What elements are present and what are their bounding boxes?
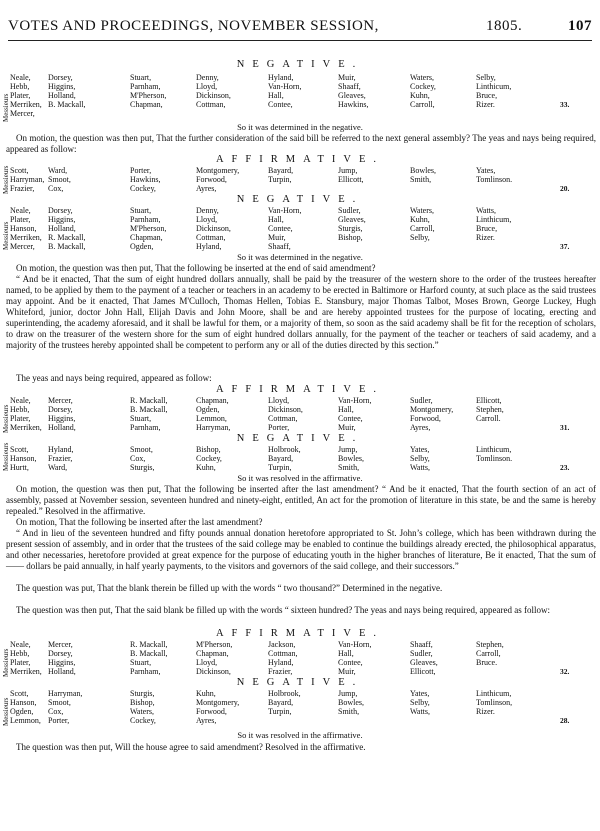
member-name: Hyland, [268,658,294,667]
member-name: Contee, [338,658,363,667]
question-paragraph: The question was put, That the blank therein be filled up with the words “ two thousand?” Determined in the negative. [16,583,443,593]
member-name: Higgins, [48,658,76,667]
negative-heading: NEGATIVE. [236,59,364,70]
member-name: Cockey, [196,454,222,463]
member-name: Jump, [338,689,358,698]
member-name: Holland, [48,224,76,233]
vote-row [0,405,600,414]
member-name: Kuhn, [196,463,216,472]
member-prefix-name: Harryman, [10,175,45,184]
member-prefix-name: Hebb, [10,82,30,91]
member-name: Gleaves, [410,658,438,667]
member-name: Muir, [268,233,286,242]
messieurs-label: Messieurs [2,648,10,677]
vote-row [0,184,600,193]
member-prefix-name: Scott, [10,689,29,698]
member-name: Forwood, [410,414,441,423]
member-name: Ellicott, [410,667,436,676]
member-name: Sturgis, [130,463,155,472]
member-name: Hall, [268,91,284,100]
yeas-nays-paragraph: The yeas and nays being required, appeared as follow: [16,373,212,383]
member-name: Sudler, [410,396,433,405]
member-name: Carroll, [410,224,435,233]
member-name: Bishop, [338,233,363,242]
page-number: 107 [568,18,592,34]
vote-row [0,649,600,658]
member-name: Lloyd, [196,215,218,224]
member-name: Ayres, [196,184,217,193]
vote-row [0,454,600,463]
vote-row [0,698,600,707]
vote-row [0,109,600,118]
member-name: Cox, [130,454,146,463]
member-name: Montgomery, [410,405,454,414]
negative-heading: NEGATIVE. [236,194,364,205]
vote-row [0,73,600,82]
member-name: B. Mackall, [130,649,168,658]
member-prefix-name: Plater, [10,215,31,224]
negative-heading: NEGATIVE. [236,433,364,444]
messieurs-label: Messieurs [2,697,10,726]
question-paragraph: The question was then put, Will the house agree to said amendment? Resolved in the affirmative. [16,742,366,752]
member-name: Watts, [410,707,431,716]
member-name: Van-Horn, [338,640,372,649]
member-name: Dickinson, [196,667,231,676]
member-name: Sudler, [338,206,361,215]
member-name: Yates, [410,445,430,454]
member-name: Linthicum, [476,215,512,224]
member-name: Bowles, [410,166,436,175]
vote-result: So it was determined in the negative. [237,252,363,262]
messieurs-label: Messieurs [2,404,10,433]
messieurs-label: Messieurs [2,93,10,122]
member-prefix-name: Hanson, [10,454,37,463]
member-name: Turpin, [268,463,292,472]
affirmative-heading: AFFIRMATIVE. [215,154,385,165]
member-name: Waters, [410,206,435,215]
member-name: Jump, [338,166,358,175]
member-name: Bowles, [338,698,364,707]
vote-row [0,91,600,100]
member-name: Harryman, [48,689,83,698]
member-name: Dorsey, [48,649,73,658]
vote-row [0,640,600,649]
vote-total: 23. [560,463,570,472]
member-name: Cottman, [268,649,298,658]
vote-row [0,100,600,109]
member-name: Shaaff, [268,242,291,251]
member-name: Carroll, [410,100,435,109]
member-name: Cox, [48,707,64,716]
member-name: Waters, [130,707,155,716]
member-name: Tomlinson, [476,698,513,707]
member-name: Van-Horn, [268,206,302,215]
member-name: Stuart, [130,658,152,667]
member-prefix-name: Scott, [10,166,29,175]
member-name: Hyland, [48,445,74,454]
member-name: Van-Horn, [268,82,302,91]
vote-total: 37. [560,242,570,251]
vote-total: 20. [560,184,570,193]
member-name: Denny, [196,206,219,215]
member-name: Cox, [48,184,64,193]
member-name: Smoot, [48,698,71,707]
member-name: Frazier, [268,667,293,676]
member-prefix-name: Ogden, [10,707,34,716]
member-prefix-name: Hanson, [10,698,37,707]
member-name: Dickinson, [268,405,303,414]
member-name: Parnham, [130,667,161,676]
member-name: Hall, [268,215,284,224]
member-prefix-name: Hebb, [10,405,30,414]
vote-row [0,166,600,175]
member-name: Bruce. [476,658,498,667]
member-name: Linthicum, [476,689,512,698]
member-name: Harryman, [196,423,231,432]
member-name: M'Pherson, [130,224,167,233]
member-prefix-name: Neale, [10,396,31,405]
member-name: Denny, [196,73,219,82]
member-name: M'Pherson, [130,91,167,100]
member-name: Higgins, [48,414,76,423]
member-name: Muir, [338,423,356,432]
member-name: Frazier, [48,454,73,463]
member-prefix-name: Mercer, [10,242,35,251]
member-prefix-name: Plater, [10,414,31,423]
affirmative-heading: AFFIRMATIVE. [215,628,385,639]
member-name: Hall, [338,405,354,414]
member-name: Lloyd, [268,396,290,405]
member-name: Cottman, [268,414,298,423]
member-name: Smith, [338,707,360,716]
member-name: Van-Horn, [338,396,372,405]
vote-total: 31. [560,423,570,432]
member-name: Shaaff, [410,640,433,649]
member-name: Contee, [268,224,293,233]
member-name: Chapman, [130,233,163,242]
member-name: Ellicott, [338,175,364,184]
vote-result: So it was resolved in the affirmative. [237,473,363,483]
vote-result: So it was resolved in the affirmative. [237,730,363,740]
member-name: Yates, [410,689,430,698]
member-name: Montgomery, [196,166,240,175]
member-name: Dorsey, [48,206,73,215]
member-name: Rizer. [476,233,495,242]
member-prefix-name: Merriken, [10,100,42,109]
member-name: Cottman, [196,100,226,109]
member-name: Parnham, [130,82,161,91]
member-prefix-name: Hurtt, [10,463,29,472]
member-name: Selby, [410,233,430,242]
member-name: Bayard, [268,454,294,463]
member-name: R. Mackall, [130,640,168,649]
member-prefix-name: Mercer, [10,109,35,118]
member-name: R. Mackall, [48,233,86,242]
member-name: Cockey, [130,184,156,193]
motion-paragraph: On motion, the question was then put, That the further consideration of the said bill be referred to the next general assembly? The yeas and nays being required, appeared as follow: [6,133,596,154]
member-prefix-name: Scott, [10,445,29,454]
member-name: Hawkins, [130,175,161,184]
member-name: Forwood, [196,175,227,184]
vote-row [0,689,600,698]
member-name: Montgomery, [196,698,240,707]
member-prefix-name: Merriken, [10,423,42,432]
member-prefix-name: Hanson, [10,224,37,233]
member-name: Linthicum, [476,445,512,454]
member-name: Waters, [410,73,435,82]
member-name: Cockey, [130,716,156,725]
member-name: Contee, [268,100,293,109]
vote-row [0,396,600,405]
vote-row [0,414,600,423]
member-prefix-name: Plater, [10,658,31,667]
member-name: Carroll. [476,414,501,423]
member-name: Holland, [48,423,76,432]
motion-paragraph: On motion, the question was then put, That the following be inserted after the last amendment? “ And be it enacted, That the fourth section of an act of assembly, passed at November session, seventeen hundred and ninety-eight, entitled, An act for the promotion of literature in this state, be and the same is hereby repealed.” Resolved in the affirmative. [6,484,596,516]
member-name: Higgins, [48,215,76,224]
member-name: Linthicum, [476,82,512,91]
member-name: Ogden, [130,242,154,251]
member-name: Smoot, [48,175,71,184]
member-name: R. Mackall, [130,396,168,405]
member-name: Smith, [410,175,432,184]
member-name: Dorsey, [48,73,73,82]
member-name: Turpin, [268,175,292,184]
member-prefix-name: Lemmon, [10,716,41,725]
member-name: Stephen, [476,405,504,414]
member-name: Porter, [268,423,290,432]
member-name: Sturgis, [338,224,363,233]
member-name: Hawkins, [338,100,369,109]
member-name: Forwood, [196,707,227,716]
member-name: Ayres, [410,423,431,432]
vote-row [0,707,600,716]
member-name: Hall, [338,649,354,658]
motion-paragraph: On motion, the question was then put, That the following be inserted at the end of said amendment? [16,263,376,273]
member-name: Dickinson, [196,224,231,233]
member-name: Turpin, [268,707,292,716]
member-name: Jump, [338,445,358,454]
member-name: Lloyd, [196,658,218,667]
vote-row [0,215,600,224]
vote-row [0,658,600,667]
affirmative-heading: AFFIRMATIVE. [215,384,385,395]
member-name: Watts, [410,463,431,472]
member-name: Parnham, [130,215,161,224]
vote-row [0,423,600,432]
member-name: Gleaves, [338,215,366,224]
member-name: Dickinson, [196,91,231,100]
member-name: Lloyd, [196,82,218,91]
member-name: Stuart, [130,206,152,215]
member-name: Mercer, [48,396,73,405]
member-name: B. Mackall, [130,405,168,414]
vote-row [0,206,600,215]
member-name: Holland, [48,667,76,676]
vote-row [0,233,600,242]
member-name: Contee, [338,414,363,423]
vote-row [0,463,600,472]
member-name: Chapman, [196,649,229,658]
member-name: Tomlinson. [476,175,513,184]
member-name: Ward, [48,463,68,472]
header-title: VOTES AND PROCEEDINGS, NOVEMBER SESSION, [8,18,379,34]
member-name: Bowles, [338,454,364,463]
member-name: Muir, [338,667,356,676]
member-name: Dorsey, [48,405,73,414]
messieurs-label: Messieurs [2,165,10,194]
member-name: Watts, [476,206,497,215]
negative-heading: NEGATIVE. [236,677,364,688]
vote-total: 32. [560,667,570,676]
member-name: Tomlinson. [476,454,513,463]
member-name: Ward, [48,166,68,175]
member-name: Chapman, [196,396,229,405]
member-name: Holland, [48,91,76,100]
member-name: Kuhn, [410,215,430,224]
member-name: Mercer, [48,640,73,649]
enactment-paragraph: “ And be it enacted, That the sum of eight hundred dollars annually, shall be paid by the treasurer of the western shore to the order of the trustees hereafter named, to be applied by them to the payment of a teacher or teachers in an academy to be erected in Baltimore or Harford county, at such place as the said trustees may appoint. And be it enacted, That James M'Culloch, Thomas Hellen, Tobias E. Stansbury, major Thomas Talbot, Moses Brown, George Luckey, Hugh Whiteford, junior, doctor John Hall, Elijah Davis and John Moore, shall be and are hereby appointed trustees for the purpose of locating, erecting and superintending, the academy aforesaid, and it shall be lawful for them, or a majority of them, so soon as the said academy shall be fit for the reception of scholars, to draw on the treasurer of the western shore for the sum of eight hundred dollars annually, for the payment of the teacher or teachers of said academy, and a majority of the trustees hereby appointed shall be competent to perform any or all of the duties directed by this section.” [6,274,596,350]
vote-result: So it was determined in the negative. [237,122,363,132]
member-name: Bishop, [130,698,155,707]
member-name: Rizer. [476,100,495,109]
member-name: Lemmon, [196,414,227,423]
member-name: Bayard, [268,166,294,175]
motion-paragraph: On motion, That the following be inserted after the last amendment? [16,517,263,527]
vote-row [0,224,600,233]
member-name: Jackson, [268,640,296,649]
member-name: M'Pherson, [196,640,233,649]
member-name: Kuhn, [410,91,430,100]
member-name: Muir, [338,73,356,82]
member-name: Hyland, [268,73,294,82]
member-name: B. Mackall, [48,100,86,109]
vote-row [0,445,600,454]
member-name: Holbrook, [268,689,301,698]
member-name: Sturgis, [130,689,155,698]
member-prefix-name: Neale, [10,640,31,649]
member-name: Bruce, [476,224,498,233]
member-name: Shaaff, [338,82,361,91]
header-rule [8,40,592,41]
member-name: Bayard, [268,698,294,707]
member-name: Rizer. [476,707,495,716]
member-name: Stuart, [130,414,152,423]
member-prefix-name: Merriken, [10,667,42,676]
vote-row [0,667,600,676]
member-prefix-name: Neale, [10,73,31,82]
member-name: Selby, [476,73,496,82]
member-name: Kuhn, [196,689,216,698]
member-name: Sudler, [410,649,433,658]
member-prefix-name: Plater, [10,91,31,100]
member-name: Holbrook, [268,445,301,454]
question-paragraph: The question was then put, That the said blank be filled up with the words “ sixteen hundred? The yeas and nays being required, appeared as follow: [16,605,551,615]
page-header [8,18,592,38]
member-prefix-name: Hebb, [10,649,30,658]
member-name: Ellicott, [476,396,502,405]
messieurs-label: Messieurs [2,221,10,250]
vote-total: 33. [560,100,570,109]
vote-row [0,175,600,184]
member-prefix-name: Merriken, [10,233,42,242]
member-prefix-name: Frazier, [10,184,35,193]
member-name: B. Mackall, [48,242,86,251]
member-prefix-name: Neale, [10,206,31,215]
vote-row [0,82,600,91]
member-name: Ayres, [196,716,217,725]
member-name: Porter, [130,166,152,175]
member-name: Smith, [338,463,360,472]
member-name: Selby, [410,454,430,463]
member-name: Carroll, [476,649,501,658]
member-name: Stuart, [130,73,152,82]
member-name: Gleaves, [338,91,366,100]
member-name: Yates, [476,166,496,175]
header-year: 1805. [486,18,523,34]
member-name: Cockey, [410,82,436,91]
member-name: Smoot, [130,445,153,454]
member-name: Selby, [410,698,430,707]
member-name: Porter, [48,716,70,725]
member-name: Ogden, [196,405,220,414]
member-name: Parnham, [130,423,161,432]
member-name: Bishop, [196,445,221,454]
member-name: Higgins, [48,82,76,91]
vote-total: 28. [560,716,570,725]
member-name: Bruce, [476,91,498,100]
messieurs-label: Messieurs [2,442,10,471]
member-name: Chapman, [130,100,163,109]
vote-row [0,242,600,251]
member-name: Hyland, [196,242,222,251]
vote-row [0,716,600,725]
enactment-paragraph: “ And in lieu of the seventeen hundred and fifty pounds annual donation heretofore appropriated to St. John’s college, which has been withdrawn during the present session of assembly, and in order that the trustees of the said college may be enabled to continue the buildings already erected, the philosophical apparatus, and other necessaries, heretofore provided at great expence for the purpose of educating youth in the higher branches of literature, Be it enacted, That the sum of —— dollars be paid annually, in half yearly payments, to the visitors and governors of the said college, and their successors.” [6,528,596,571]
member-name: Stephen, [476,640,504,649]
member-name: Cottman, [196,233,226,242]
